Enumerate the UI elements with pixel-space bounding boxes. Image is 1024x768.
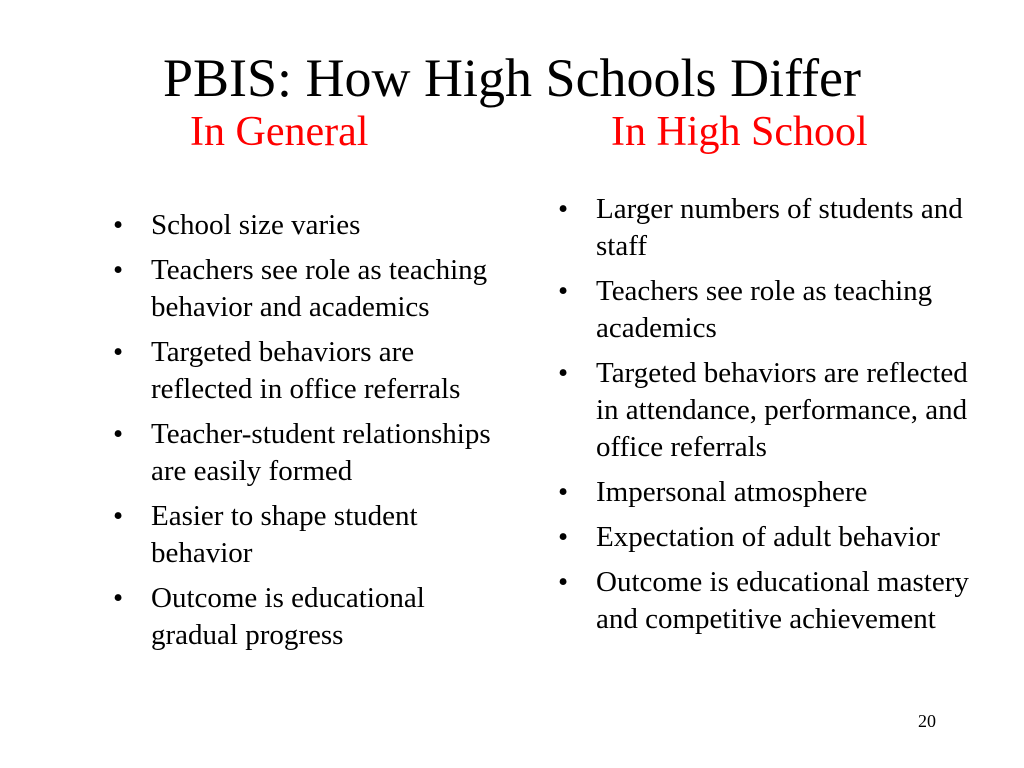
column-heading-in-general: In General <box>190 109 369 155</box>
bullet-icon: • <box>113 209 124 241</box>
page-number: 20 <box>918 711 936 731</box>
bullet-text: Larger numbers of students and staff <box>596 193 963 262</box>
bullet-text: Expectation of adult behavior <box>596 521 940 553</box>
bullet-item <box>113 252 518 326</box>
bullet-icon: • <box>113 582 124 614</box>
bullet-icon: • <box>558 357 569 389</box>
in-general-bullet-list <box>113 207 518 662</box>
bullet-icon: • <box>558 275 569 307</box>
bullet-icon: • <box>558 476 569 508</box>
bullet-item <box>113 580 518 654</box>
bullet-icon: • <box>113 500 124 532</box>
bullet-icon: • <box>558 193 569 225</box>
bullet-text: Teachers see role as teaching academics <box>596 275 933 344</box>
bullet-item <box>558 474 983 511</box>
bullet-icon: • <box>558 521 569 553</box>
in-high-school-bullet-list <box>558 191 983 646</box>
bullet-item <box>113 416 518 490</box>
bullet-text: School size varies <box>151 209 361 241</box>
bullet-text: Teacher-student relationships are easily formed <box>151 418 491 487</box>
bullet-icon: • <box>113 336 124 368</box>
bullet-item <box>558 519 983 556</box>
bullet-text: Outcome is educational mastery and competitive achievement <box>596 566 969 635</box>
bullet-item <box>558 273 983 347</box>
bullet-text: Targeted behaviors are reflected in office referrals <box>151 336 461 405</box>
bullet-item <box>113 207 518 244</box>
bullet-item <box>113 498 518 572</box>
bullet-item <box>558 355 983 466</box>
bullet-item <box>113 334 518 408</box>
slide-title: PBIS: How High Schools Differ <box>162 48 862 108</box>
bullet-text: Easier to shape student behavior <box>151 500 418 569</box>
bullet-item <box>558 191 983 265</box>
bullet-text: Impersonal atmosphere <box>596 476 868 508</box>
bullet-text: Teachers see role as teaching behavior and academics <box>151 254 488 323</box>
bullet-text: Outcome is educational gradual progress <box>151 582 425 651</box>
bullet-text: Targeted behaviors are reflected in attendance, performance, and office referrals <box>596 357 968 463</box>
bullet-icon: • <box>113 418 124 450</box>
bullet-icon: • <box>558 566 569 598</box>
column-heading-in-high-school: In High School <box>611 109 868 155</box>
bullet-item <box>558 564 983 638</box>
bullet-icon: • <box>113 254 124 286</box>
